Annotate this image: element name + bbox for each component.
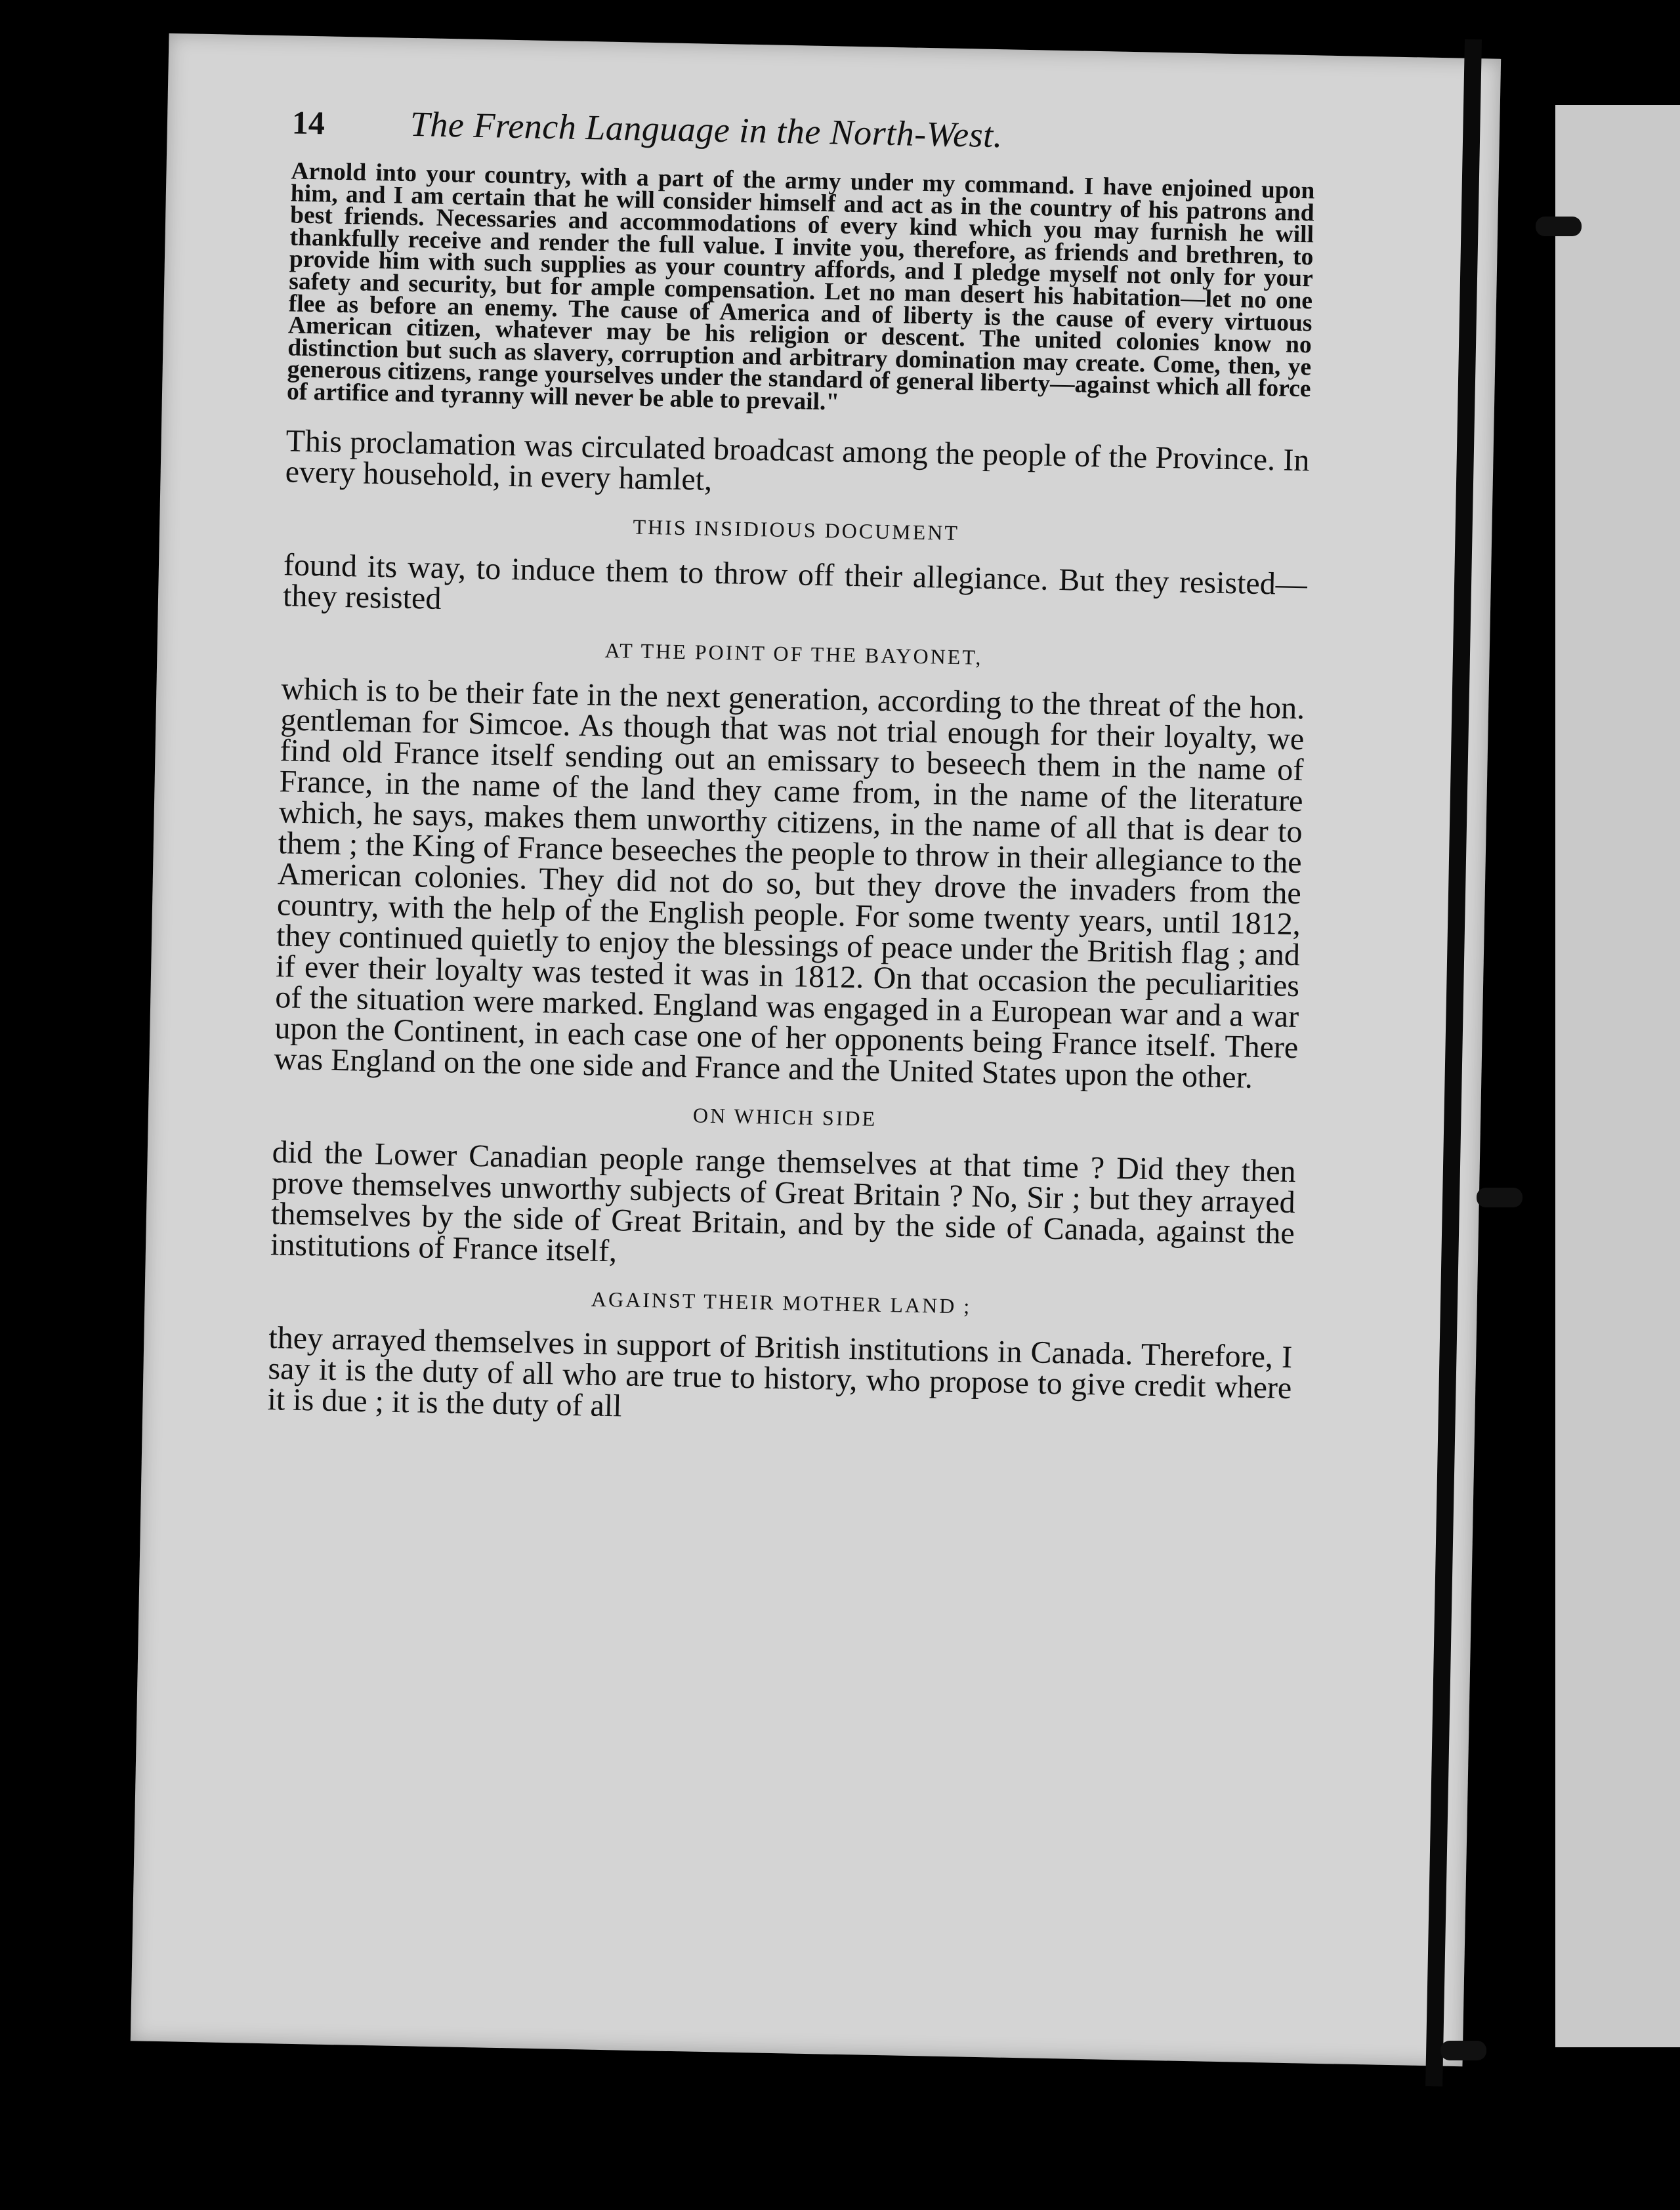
page-number: 14 [291, 104, 326, 142]
quoted-proclamation: Arnold into your country, with a part of the army under my command. I have enjoined upon him, and I am certain that he will consider himself and act as in the country of his patrons and best friends. Necessaries and accommodations of every kind which you may furnish he will thankfully receive and render the full value. I invite you, therefore, as friends and brethren, to provide him with such supplies as your country affords, and I pledge myself not only for your safety and security, but for ample compensation. Let no man desert his habitation—let no one flee as before an enemy. The cause of America and of liberty is the cause of every virtuous American citizen, whatever may be his religion or descent. The united colonies know no distinction but such as slavery, corruption and arbitrary domination may create. Come, then, ye generous citizens, range yourselves under the standard of general liberty—against which all force of artifice and tyranny will never be able to prevail." [286, 157, 1315, 416]
paragraph-2: found its way, to induce them to throw off their allegiance. But they resisted—they resisted [282, 547, 1308, 616]
paragraph-3: which is to be their fate in the next generation, according to the threat of the hon. gentleman for Simcoe. As though that was not trial enough for their loyalty, we find old France itself sending out an emissary to beseech them in the name of France, in the name of the land they came from, in the name of the literature which, he says, makes them unworthy citizens, in the name of all that is dear to them ; the King of France beseeches the people to throw in their allegiance to the American colonies. They did not do so, but they drove the invaders from the country, with the help of the English people. For some twenty years, until 1812, they continued quietly to enjoy the blessings of peace under the British flag ; and if ever their loyalty was tested it was in 1812. On that occasion the peculiarities of the situation were marked. England was engaged in a European war and a war upon the Continent, in each case one of her opponents being France itself. There was England on the one side and France and the United States upon the other. [274, 671, 1305, 1095]
page-header [291, 101, 1316, 161]
paragraph-4: did the Lower Canadian people range themselves at that time ? Did they then prove themselves unworthy subjects of Great Britain ? No, Sir ; but they arrayed themselves by the side of Great Britain, and by the side of Canada, against the institutions of France itself, [270, 1134, 1297, 1268]
scanned-page [131, 33, 1501, 2066]
binding-stitch [1536, 217, 1582, 236]
binding-stitch [1440, 2041, 1486, 2060]
page-content [267, 101, 1316, 1434]
paragraph-1: This proclamation was circulated broadcast among the people of the Province. In every household, in every hamlet, [285, 423, 1310, 497]
binding-stitch [1477, 1188, 1522, 1207]
subhead-point-of-bayonet: AT THE POINT OF THE BAYONET, [604, 638, 983, 669]
subhead-mother-land: AGAINST THEIR MOTHER LAND ; [591, 1287, 972, 1318]
running-title: The French Language in the North-West. [410, 104, 1003, 156]
paragraph-5: they arrayed themselves in support of British institutions in Canada. Therefore, I say it is the duty of all who are true to history, who propose to give credit where it is due ; it is the duty of all [267, 1320, 1293, 1423]
subhead-on-which-side: ON WHICH SIDE [692, 1102, 877, 1131]
subhead-insidious-document: THIS INSIDIOUS DOCUMENT [633, 514, 960, 545]
adjacent-page-edge [1555, 105, 1680, 2047]
